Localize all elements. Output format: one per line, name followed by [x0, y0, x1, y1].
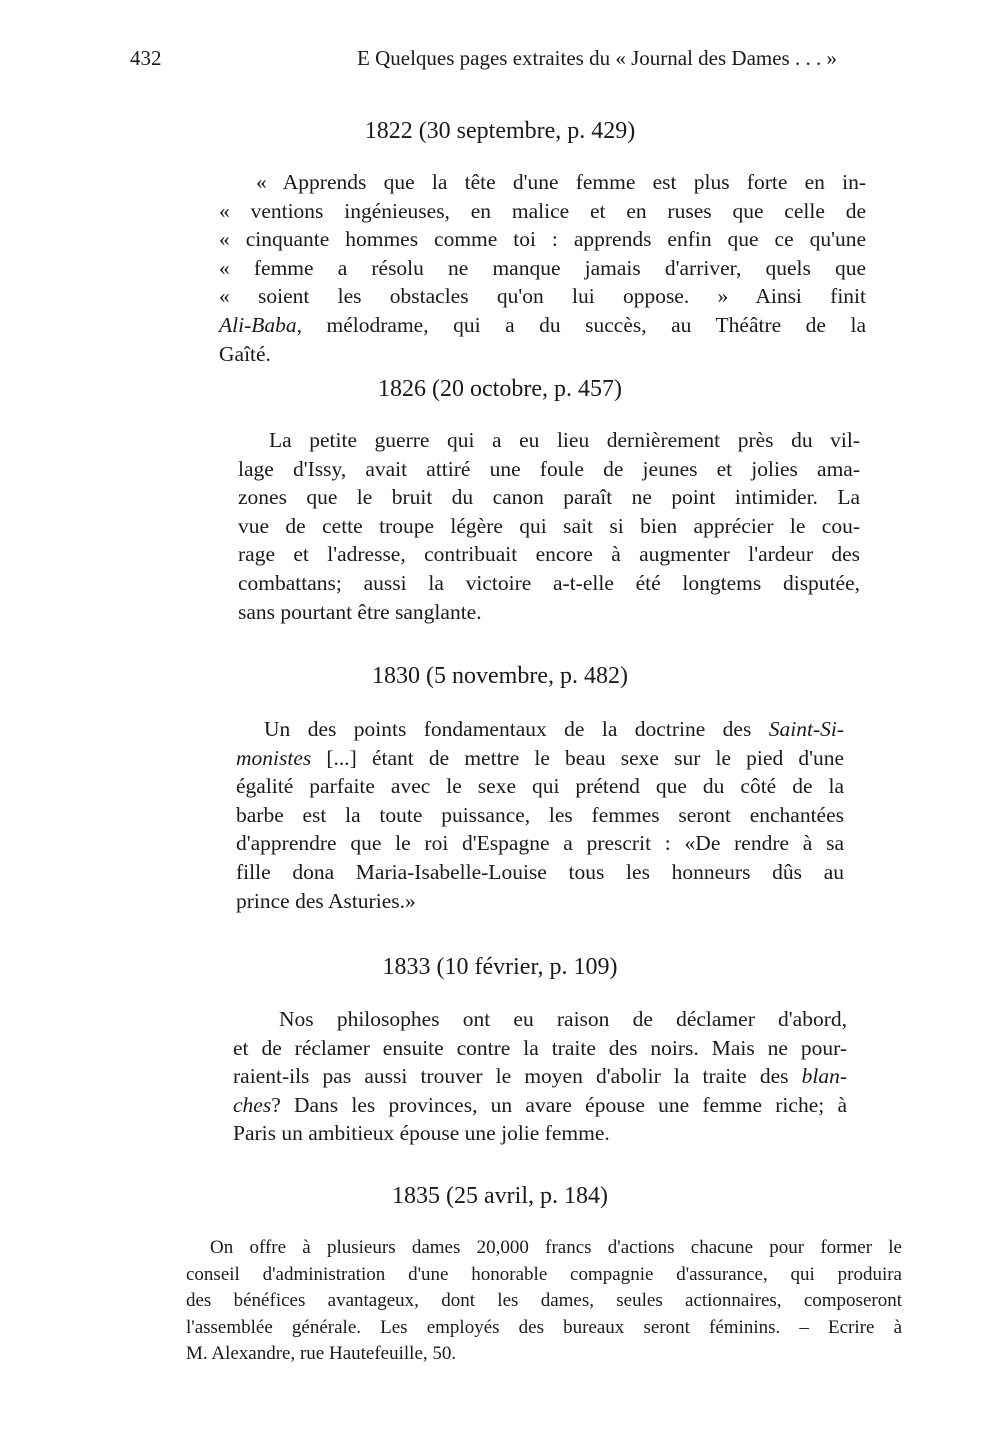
paragraph-1826	[238, 426, 860, 626]
text-line: égalité parfaite avec le sexe qui prétend que du côté de la	[236, 774, 844, 799]
text-line: « Apprends que la tête d'une femme est plus forte en in-	[256, 170, 866, 194]
text-line: « femme a résolu ne manque jamais d'arriver, quels que	[219, 255, 866, 280]
text-line: d'apprendre que le roi d'Espagne a prescrit : «De rendre à sa	[236, 831, 844, 856]
text-line	[236, 744, 844, 773]
text-line: barbe est la toute puissance, les femmes seront enchantées	[236, 802, 844, 827]
text-line: M. Alexandre, rue Hautefeuille, 50.	[186, 1343, 457, 1364]
text-line: rage et l'adresse, contribuait encore à augmenter l'ardeur des	[238, 542, 860, 567]
italic-term: blan-	[801, 1064, 847, 1089]
text-line	[219, 311, 866, 340]
italic-term: ches	[233, 1092, 272, 1117]
section-heading-1833: 1833 (10 février, p. 109)	[382, 954, 618, 980]
text-line	[233, 1062, 847, 1091]
text-line: On offre à plusieurs dames 20,000 francs d'actions chacune pour former le	[210, 1237, 902, 1258]
text-fragment: raient-ils pas aussi trouver le moyen d'abolir la traite des	[233, 1064, 802, 1089]
page-number: 432	[130, 46, 162, 70]
section-heading-1830: 1830 (5 novembre, p. 482)	[372, 663, 628, 689]
paragraph-1833	[233, 1005, 847, 1148]
italic-title: Ali-Baba,	[219, 312, 302, 337]
text-line: La petite guerre qui a eu lieu dernièrement près du vil-	[269, 428, 860, 452]
text-line: l'assemblée générale. Les employés des bureaux seront féminins. – Ecrire à	[186, 1316, 902, 1338]
text-line: fille dona Maria-Isabelle-Louise tous les honneurs dûs au	[236, 859, 844, 884]
text-line: et de réclamer ensuite contre la traite des noirs. Mais ne pour-	[233, 1035, 847, 1060]
italic-term: Saint-Si-	[768, 717, 844, 741]
text-line: Gaîté.	[219, 341, 271, 366]
paragraph-1835	[186, 1235, 902, 1368]
text-line: lage d'Issy, avait attiré une foule de jeunes et jolies ama-	[238, 456, 860, 481]
text-line	[236, 715, 844, 744]
text-line: prince des Asturies.»	[236, 888, 416, 913]
section-heading-1835: 1835 (25 avril, p. 184)	[392, 1183, 608, 1209]
text-line: Nos philosophes ont eu raison de déclamer d'abord,	[279, 1007, 847, 1031]
section-heading-1822: 1822 (30 septembre, p. 429)	[364, 118, 636, 144]
text-line: Paris un ambitieux épouse une jolie femme.	[233, 1121, 610, 1146]
text-line: combattans; aussi la victoire a-t-elle été longtems disputée,	[238, 570, 860, 595]
text-line	[233, 1091, 847, 1120]
text-fragment: [...] étant de mettre le beau sexe sur le pied d'une	[311, 745, 844, 770]
text-line: zones que le bruit du canon paraît ne point intimider. La	[238, 485, 860, 510]
text-line: « cinquante hommes comme toi : apprends enfin que ce qu'une	[219, 227, 866, 252]
text-line: des bénéfices avantageux, dont les dames, seules actionnaires, composeront	[186, 1290, 902, 1311]
text-line: « soient les obstacles qu'on lui oppose. » Ainsi finit	[219, 284, 866, 309]
running-title: E Quelques pages extraites du « Journal des Dames . . . »	[357, 46, 837, 70]
text-fragment: mélodrame, qui a du succès, au Théâtre de la	[302, 312, 866, 337]
italic-term: monistes	[236, 745, 312, 770]
text-fragment: Un des points fondamentaux de la doctrine des	[264, 717, 769, 741]
paragraph-1822	[219, 168, 866, 368]
text-line: conseil d'administration d'une honorable compagnie d'assurance, qui produira	[186, 1263, 902, 1285]
paragraph-1830	[236, 715, 844, 915]
text-fragment: ? Dans les provinces, un avare épouse une femme riche; à	[271, 1092, 847, 1117]
section-heading-1826: 1826 (20 octobre, p. 457)	[378, 376, 622, 402]
text-line: « ventions ingénieuses, en malice et en ruses que celle de	[219, 198, 866, 223]
text-line: sans pourtant être sanglante.	[238, 599, 482, 624]
text-line: vue de cette troupe légère qui sait si bien apprécier le cou-	[238, 513, 860, 538]
